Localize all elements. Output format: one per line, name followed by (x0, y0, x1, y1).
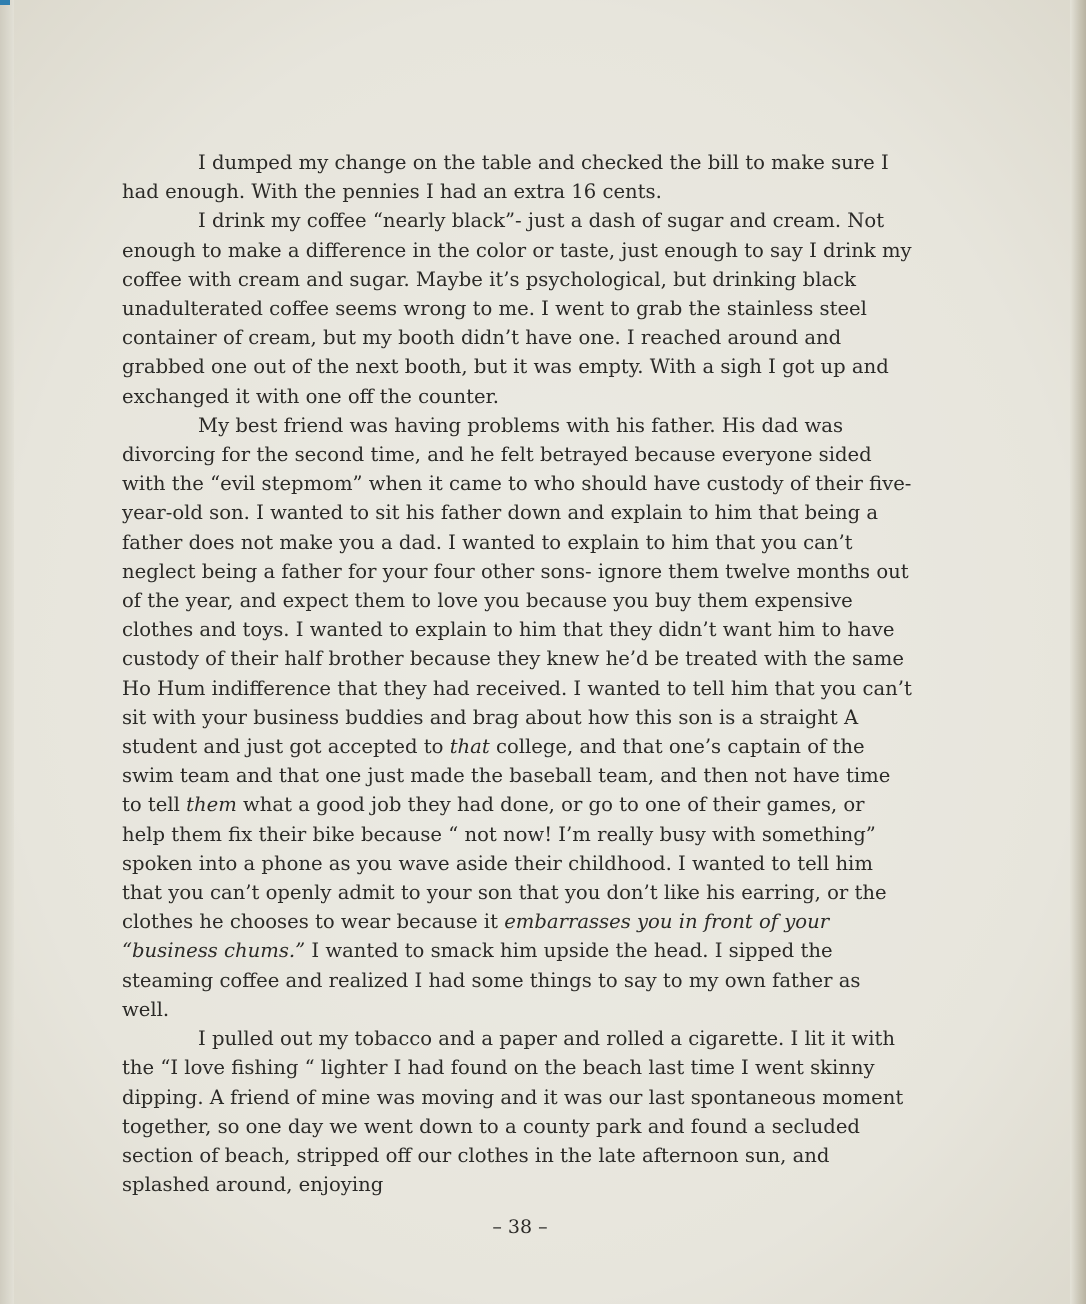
paragraph-text: I dumped my change on the table and checked the bill to make sure I had enough. With the pennies I had an extra 16 cents. (122, 151, 889, 204)
paragraph-text: I pulled out my tobacco and a paper and rolled a cigarette. I lit it with the “I love fishing “ lighter I had found on the beach last time I went skinny dipping. A friend of mine was moving and it was our last spontaneous moment together, so one day we went down to a county park and found a secluded section of beach, stripped off our clothes in the late afternoon sun, and splashed around, enjoying (122, 1027, 904, 1197)
page-right-edge (1070, 0, 1086, 1304)
page-number: – 38 – (492, 1216, 548, 1238)
paragraph-text: what a good job they had done, or go to one of their games, or help them fix their bike because “ not now! I’m really busy with something” spoken into a phone as you wave aside their childhood. I wanted to tell him that you can’t openly admit to your son that you don’t like his earring, or the clothes he chooses to wear because it (122, 793, 887, 934)
italic-text: embarrasses you in front of your “business chums.” (122, 910, 830, 963)
paragraph (122, 206, 912, 410)
italic-text: that (449, 735, 490, 759)
paragraph-text: college, and that one’s captain of the swim team and that one just made the baseball team, and then not have time to tell (122, 735, 891, 817)
paragraph-text: I wanted to smack him upside the head. I sipped the steaming coffee and realized I had some things to say to my own father as well. (122, 939, 861, 1021)
paragraph (122, 148, 912, 206)
paragraph-text: My best friend was having problems with his father. His dad was divorcing for the second time, and he felt betrayed because everyone sided with the “evil stepmom” when it came to who should have custody of their five-year-old son. I wanted to sit his father down and explain to him that being a father does not make you a dad. I wanted to explain to him that you can’t neglect being a father for your four other sons- ignore them twelve months out of the year, and expect them to love you because you buy them expensive clothes and toys. I wanted to explain to him that they didn’t want him to have custody of their half brother because they knew he’d be treated with the same Ho Hum indifference that they had received. I wanted to tell him that you can’t sit with your business buddies and brag about how this son is a straight A student and just got accepted to (122, 413, 912, 759)
italic-text: them (186, 793, 237, 817)
page-corner-mark (0, 0, 10, 5)
paragraph-text: I drink my coffee “nearly black”- just a dash of sugar and cream. Not enough to make a difference in the color or taste, just enough to say I drink my coffee with cream and sugar. Maybe it’s psychological, but drinking black unadulterated coffee seems wrong to me. I went to grab the stainless steel container of cream, but my booth didn’t have one. I reached around and grabbed one out of the next booth, but it was empty. With a sigh I got up and exchanged it with one off the counter. (122, 209, 912, 408)
page-left-edge (0, 0, 14, 1304)
paragraph (122, 411, 912, 1024)
paragraph (122, 1024, 912, 1199)
body-text (122, 148, 912, 1199)
